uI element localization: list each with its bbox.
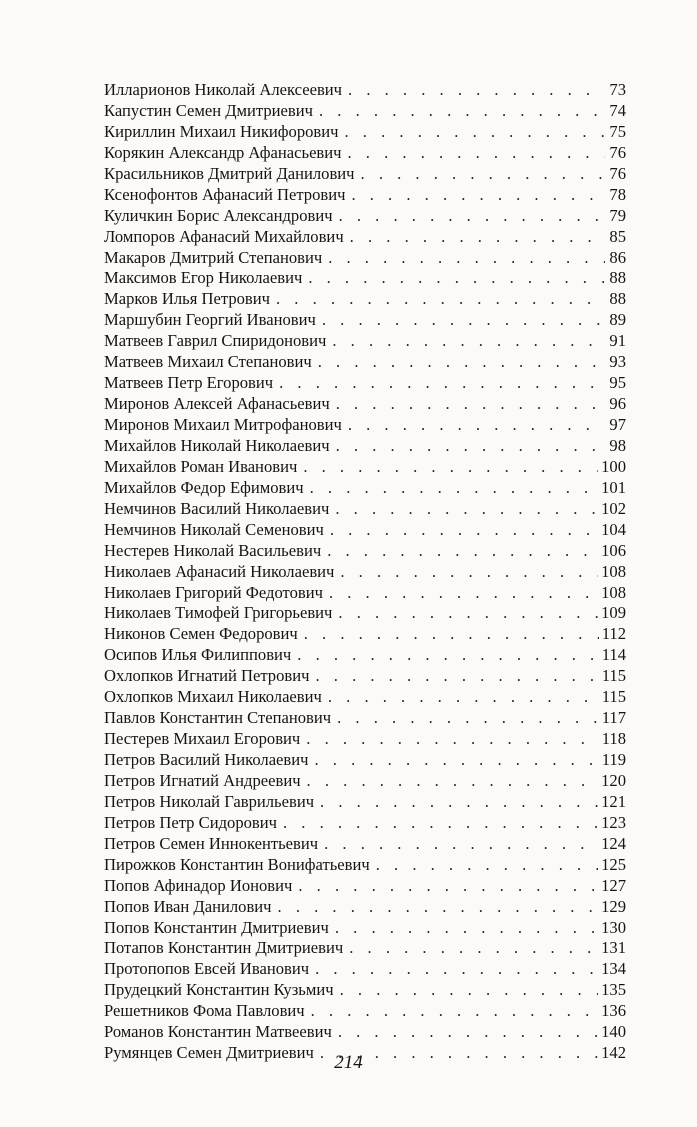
dot-leader: [339, 206, 605, 227]
entry-page-number: 115: [601, 666, 626, 686]
entry-name: Петров Петр Сидорович: [104, 812, 277, 832]
dot-leader: [315, 666, 598, 687]
entry-name: Прудецкий Константин Кузьмич: [104, 980, 334, 1000]
entry-page-number: 125: [601, 854, 626, 874]
index-entry: [104, 331, 626, 352]
entry-name: Попов Константин Дмитриевич: [104, 917, 329, 937]
index-entry: [104, 541, 626, 562]
entry-name: Петров Игнатий Андреевич: [104, 770, 301, 790]
index-entry: [104, 897, 626, 918]
dot-leader: [283, 813, 598, 834]
index-entry: [104, 415, 626, 436]
index-entry: [104, 268, 626, 289]
entry-name: Румянцев Семен Дмитриевич: [104, 1043, 314, 1063]
dot-leader: [297, 645, 598, 666]
entry-page-number: 76: [609, 142, 626, 162]
entry-page-number: 130: [601, 917, 626, 937]
entry-name: Маршубин Георгий Иванович: [104, 310, 316, 330]
dot-leader: [276, 289, 605, 310]
index-entry: [104, 603, 626, 624]
entry-page-number: 127: [601, 875, 626, 895]
entry-page-number: 97: [609, 415, 626, 434]
entry-name: Николаев Григорий Федотович: [104, 582, 323, 602]
entry-page-number: 117: [601, 708, 626, 728]
dot-leader: [348, 80, 605, 101]
index-entry: [104, 708, 626, 729]
index-entry: [104, 687, 626, 708]
entry-name: Петров Василий Николаевич: [104, 750, 309, 769]
dot-leader: [348, 415, 605, 436]
page-number: 214: [334, 1052, 363, 1073]
entry-name: Никонов Семен Федорович: [104, 624, 298, 644]
dot-leader: [278, 897, 599, 918]
entry-page-number: 73: [609, 80, 626, 99]
dot-leader: [308, 268, 605, 289]
index-entry: [104, 478, 626, 499]
dot-leader: [307, 771, 599, 792]
entry-page-number: 136: [601, 1001, 626, 1021]
entry-name: Нестерев Николай Васильевич: [104, 540, 322, 560]
entry-page-number: 124: [601, 833, 626, 853]
entry-name: Петров Семен Иннокентьевич: [104, 833, 319, 853]
entry-page-number: 104: [601, 519, 626, 539]
dot-leader: [350, 227, 605, 248]
index-entry: [104, 562, 626, 583]
entry-page-number: 114: [601, 645, 626, 665]
entry-name: Куличкин Борис Александрович: [104, 205, 333, 225]
entry-name: Немчинов Николай Семенович: [104, 519, 324, 539]
index-entry: [104, 645, 626, 666]
entry-name: Капустин Семен Дмитриевич: [104, 100, 313, 120]
entry-name: Решетников Фома Павлович: [104, 1001, 305, 1021]
entry-name: Михайлов Николай Николаевич: [104, 435, 330, 455]
dot-leader: [304, 624, 599, 645]
dot-leader: [345, 122, 606, 143]
index-entry: [104, 143, 626, 164]
dot-leader: [324, 834, 598, 855]
name-index-list: [104, 80, 626, 1064]
index-entry: [104, 206, 626, 227]
index-entry: [104, 855, 626, 876]
index-entry: [104, 959, 626, 980]
entry-page-number: 129: [601, 896, 626, 916]
dot-leader: [328, 248, 605, 269]
index-entry: [104, 876, 626, 897]
dot-leader: [336, 394, 605, 415]
entry-page-number: 76: [609, 163, 626, 183]
entry-name: Михайлов Роман Иванович: [104, 456, 298, 476]
index-entry: [104, 373, 626, 394]
entry-page-number: 85: [609, 226, 626, 246]
entry-page-number: 79: [609, 205, 626, 225]
entry-name: Корякин Александр Афанасьевич: [104, 142, 342, 162]
index-entry: [104, 436, 626, 457]
entry-page-number: 123: [601, 812, 626, 832]
entry-name: Макаров Дмитрий Степанович: [104, 247, 323, 267]
entry-page-number: 91: [609, 331, 626, 351]
dot-leader: [376, 855, 598, 876]
entry-page-number: 121: [601, 791, 626, 811]
entry-page-number: 109: [601, 603, 626, 623]
entry-name: Миронов Михаил Митрофанович: [104, 415, 342, 434]
entry-name: Немчинов Василий Николаевич: [104, 498, 330, 518]
entry-name: Пестерев Михаил Егорович: [104, 729, 301, 749]
entry-name: Потапов Константин Дмитриевич: [104, 938, 344, 958]
dot-leader: [315, 959, 598, 980]
dot-leader: [279, 373, 605, 394]
entry-name: Попов Иван Данилович: [104, 896, 272, 916]
entry-page-number: 75: [609, 121, 626, 141]
entry-page-number: 100: [601, 456, 626, 476]
dot-leader: [332, 331, 605, 352]
entry-name: Петров Николай Гаврильевич: [104, 791, 315, 811]
entry-page-number: 134: [601, 959, 626, 979]
entry-page-number: 88: [609, 289, 626, 309]
entry-page-number: 96: [609, 394, 626, 414]
index-entry: [104, 122, 626, 143]
index-entry: [104, 792, 626, 813]
entry-name: Осипов Илья Филиппович: [104, 645, 292, 665]
entry-name: Миронов Алексей Афанасьевич: [104, 394, 330, 414]
entry-page-number: 112: [601, 624, 626, 644]
dot-leader: [338, 603, 598, 624]
index-entry: [104, 771, 626, 792]
index-entry: [104, 164, 626, 185]
entry-name: Ксенофонтов Афанасий Петрович: [104, 184, 346, 204]
dot-leader: [349, 938, 598, 959]
dot-leader: [311, 1001, 598, 1022]
dot-leader: [320, 792, 598, 813]
index-entry: [104, 101, 626, 122]
index-entry: [104, 352, 626, 373]
entry-name: Михайлов Федор Ефимович: [104, 477, 304, 497]
dot-leader: [337, 708, 599, 729]
dot-leader: [361, 164, 605, 185]
dot-leader: [328, 687, 599, 708]
entry-page-number: 108: [601, 561, 626, 581]
dot-leader: [351, 185, 605, 206]
entry-name: Николаев Тимофей Григорьевич: [104, 603, 333, 623]
dot-leader: [298, 876, 598, 897]
index-entry: [104, 457, 626, 478]
entry-page-number: 95: [609, 373, 626, 393]
entry-page-number: 120: [601, 770, 626, 790]
entry-page-number: 101: [601, 477, 626, 497]
dot-leader: [310, 478, 599, 499]
dot-leader: [340, 562, 598, 583]
entry-name: Охлопков Игнатий Петрович: [104, 666, 310, 686]
dot-leader: [340, 980, 599, 1001]
entry-page-number: 108: [601, 582, 626, 602]
index-entry: [104, 520, 626, 541]
dot-leader: [338, 1022, 598, 1043]
dot-leader: [318, 352, 605, 373]
entry-page-number: 115: [601, 687, 626, 707]
dot-leader: [335, 499, 598, 520]
dot-leader: [348, 143, 606, 164]
dot-leader: [319, 101, 605, 122]
entry-page-number: 93: [609, 352, 626, 372]
index-entry: [104, 583, 626, 604]
index-entry: [104, 227, 626, 248]
entry-name: Матвеев Петр Егорович: [104, 373, 274, 393]
dot-leader: [336, 436, 605, 457]
index-entry: [104, 624, 626, 645]
entry-page-number: 88: [609, 268, 626, 288]
index-entry: [104, 248, 626, 269]
index-entry: [104, 289, 626, 310]
index-entry: [104, 750, 626, 771]
dot-leader: [329, 583, 598, 604]
index-entry: [104, 185, 626, 206]
dot-leader: [303, 457, 598, 478]
index-entry: [104, 310, 626, 331]
entry-name: Попов Афинадор Ионович: [104, 875, 293, 895]
entry-name: Матвеев Михаил Степанович: [104, 352, 312, 372]
dot-leader: [322, 310, 605, 331]
index-entry: [104, 394, 626, 415]
entry-page-number: 98: [609, 435, 626, 455]
index-entry: [104, 1001, 626, 1022]
index-entry: [104, 918, 626, 939]
index-entry: [104, 834, 626, 855]
entry-page-number: 74: [609, 100, 626, 120]
entry-name: Охлопков Михаил Николаевич: [104, 687, 322, 707]
entry-name: Матвеев Гаврил Спиридонович: [104, 331, 327, 351]
entry-page-number: 131: [601, 938, 626, 958]
index-entry: [104, 80, 626, 101]
entry-page-number: 140: [601, 1022, 626, 1042]
entry-page-number: 89: [609, 310, 626, 330]
entry-name: Кириллин Михаил Никифорович: [104, 121, 339, 141]
index-entry: [104, 938, 626, 959]
dot-leader: [335, 918, 598, 939]
entry-name: Павлов Константин Степанович: [104, 708, 332, 728]
dot-leader: [330, 520, 598, 541]
entry-page-number: 142: [601, 1043, 626, 1063]
entry-name: Пирожков Константин Вонифатьевич: [104, 854, 370, 874]
entry-page-number: 118: [601, 729, 626, 749]
index-entry: [104, 980, 626, 1001]
entry-page-number: 119: [601, 750, 626, 769]
entry-name: Максимов Егор Николаевич: [104, 268, 303, 288]
entry-page-number: 135: [601, 980, 626, 1000]
entry-page-number: 106: [601, 540, 626, 560]
entry-page-number: 78: [609, 184, 626, 204]
dot-leader: [314, 750, 598, 771]
entry-name: Красильников Дмитрий Данилович: [104, 163, 355, 183]
entry-name: Романов Константин Матвеевич: [104, 1022, 332, 1042]
entry-page-number: 102: [601, 498, 626, 518]
index-entry: [104, 499, 626, 520]
entry-name: Протопопов Евсей Иванович: [104, 959, 310, 979]
index-entry: [104, 813, 626, 834]
entry-name: Илларионов Николай Алексеевич: [104, 80, 343, 99]
index-entry: [104, 1022, 626, 1043]
entry-name: Николаев Афанасий Николаевич: [104, 561, 335, 581]
dot-leader: [306, 729, 598, 750]
entry-page-number: 86: [609, 247, 626, 267]
entry-name: Марков Илья Петрович: [104, 289, 270, 309]
dot-leader: [327, 541, 598, 562]
index-entry: [104, 666, 626, 687]
entry-name: Ломпоров Афанасий Михайлович: [104, 226, 344, 246]
index-entry: [104, 729, 626, 750]
